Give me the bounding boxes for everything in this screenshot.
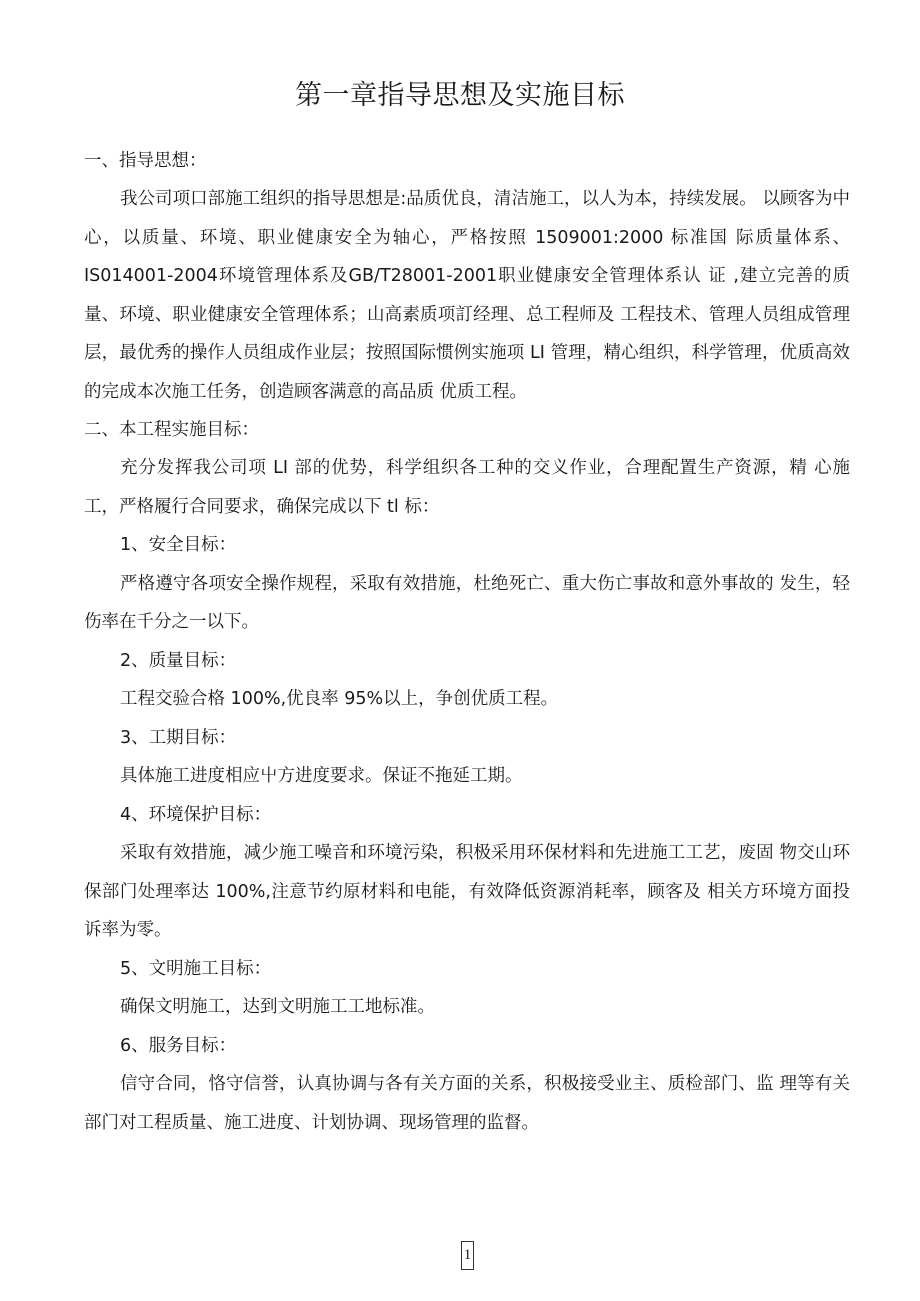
goal-heading-schedule: 3、工期目标： — [120, 727, 237, 748]
document-body — [84, 142, 850, 1142]
goal-heading-quality: 2、质量目标： — [120, 650, 237, 671]
paragraph-goals-intro: 充分发挥我公司项 LI 部的优势，科学组织各工种的交义作业，合理配置生产资源，精 心施工，严格履行合同要求，确保完成以下 tl 标： — [84, 458, 850, 517]
paragraph-guiding-ideology: 我公司项口部施工组织的指导思想是:品质优良，清洁施工，以人为本，持续发展。 以顾客为中心，以质量、环境、职业健康安全为轴心，严格按照 1509001:2000 标准国 际质量体系、IS014001-2004环境管理体系及GB/T28001-2001职业健康安全管理体系认 证 ,建立完善的质量、环境、职业健康安全管理体系；山高素质项訂经理、总工程师及 工程技术、管理人员组成管理层，最优秀的操作人员组成作业层；按照国际惯例实施项 LI 管理，精心组织，科学管理，优质高效的完成本次施工任务，创造顾客满意的高品质 优质工程。 — [84, 189, 850, 402]
goal-text-safety: 严格遵守各项安全操作规程，采取有效措施，杜绝死亡、重大伤亡事故和意外事故的 发生，轻伤率在千分之一以下。 — [84, 573, 850, 632]
goal-heading-environment: 4、环境保护目标： — [120, 804, 272, 825]
section-heading-goals: 二、本工程实施目标： — [84, 420, 259, 440]
page-number: 1 — [461, 1241, 474, 1270]
goal-heading-safety: 1、安全目标： — [120, 535, 237, 555]
page-title: 第一章指导思想及实施目标 — [295, 80, 625, 111]
goal-text-service: 信守合同，恪守信誉，认真协调与各有关方面的关系，积极接受业主、质检部门、监 理等有关部门对工程质量、施工进度、计划协调、现场管理的监督。 — [84, 1074, 850, 1133]
goal-text-quality: 工程交验合格 100%,优良率 95%以上，争创优质工程。 — [120, 689, 559, 709]
section-heading-guiding-ideology: 一、指导思想： — [84, 151, 207, 171]
goal-heading-service: 6、服务目标： — [120, 1035, 237, 1056]
goal-text-environment: 采取有效措施，减少施工噪音和环境污染，积极采用环保材料和先进施工工艺，废固 物交山环保部门处理率达 100%,注意节约原材料和电能，有效降低资源消耗率，顾客及 相关方环境方面投诉率为零。 — [84, 843, 850, 940]
goal-text-civilized-construction: 确保文明施工，达到文明施工工地标准。 — [120, 997, 435, 1017]
goal-text-schedule: 具体施工进度相应屮方进度要求。保证不拖延工期。 — [120, 766, 523, 786]
goal-heading-civilized-construction: 5、文明施工目标： — [120, 958, 272, 979]
